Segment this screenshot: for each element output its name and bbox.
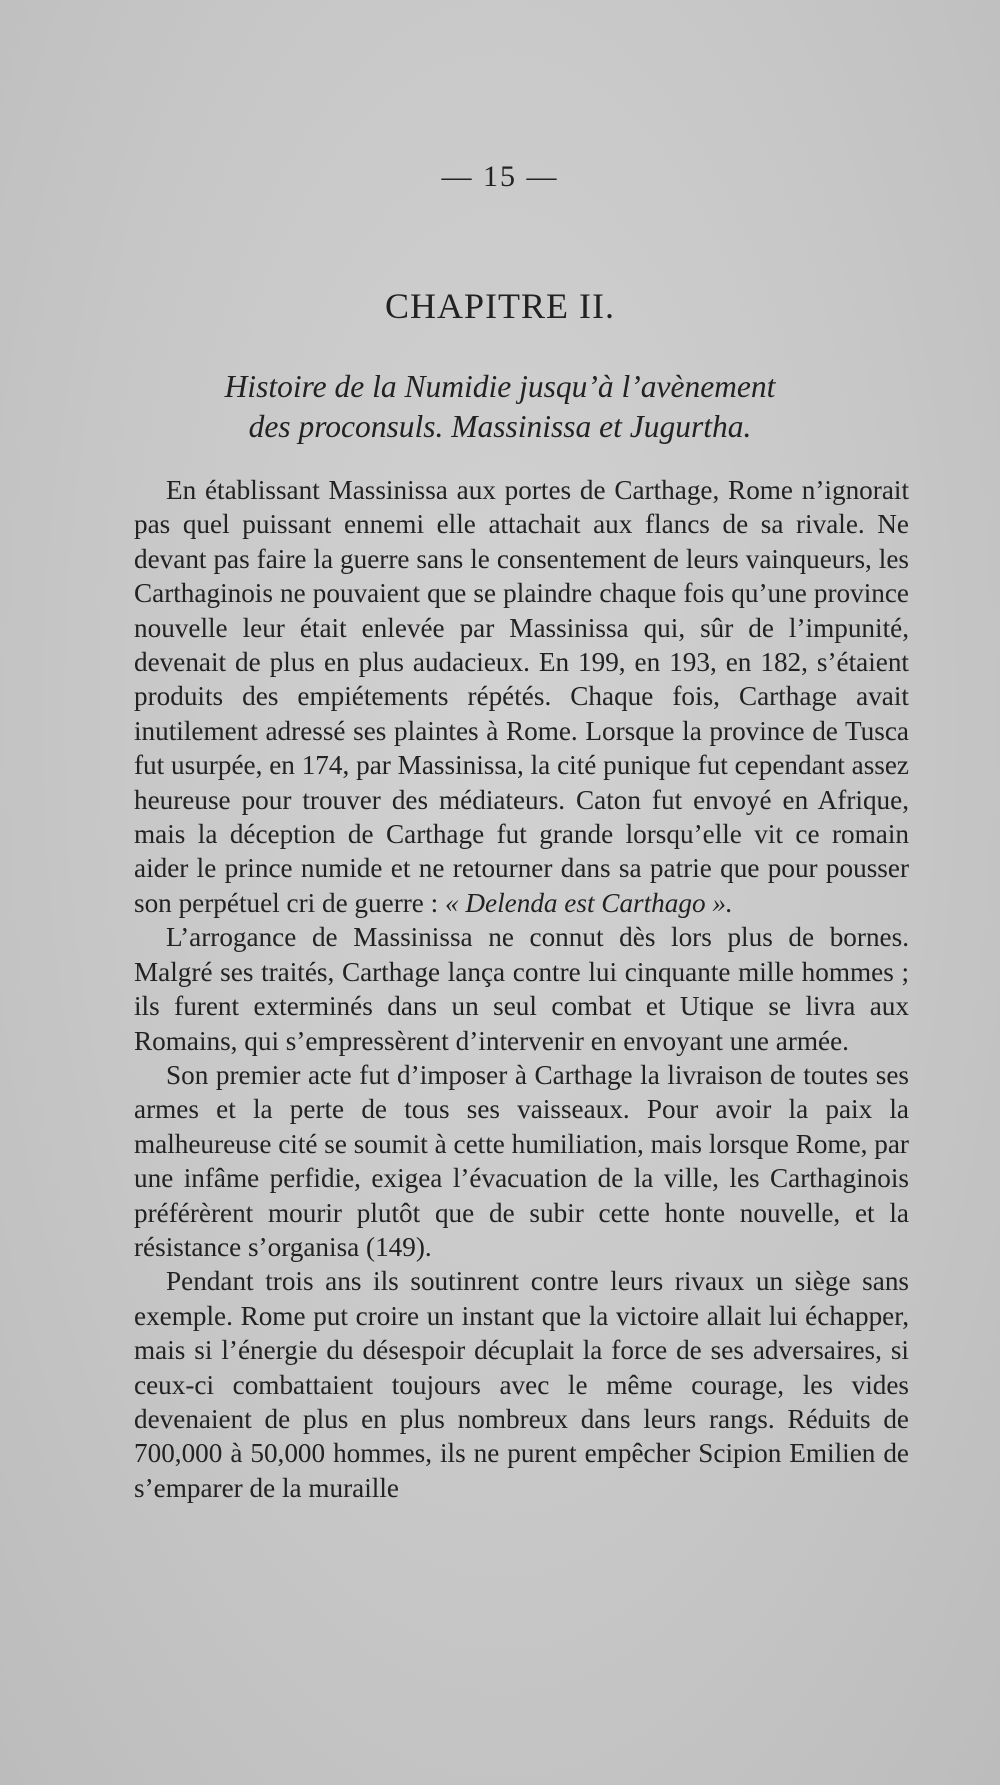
paragraph-1 [134,473,909,920]
chapter-title: CHAPITRE II. [385,286,615,326]
paragraph-4: Pendant trois ans ils soutinrent contre leurs rivaux un siège sans exemple. Rome put croire un instant que la victoire allait lui échapper, mais si l’énergie du désespoir décuplait la force de ses adversaires, si ceux-ci combattaient toujours avec le même courage, les vides devenaient de plus en plus nombreux dans leurs rangs. Réduits de 700,000 à 50,000 hommes, ils ne purent empêcher Scipion Emilien de s’emparer de la muraille [134,1266,909,1503]
paragraph-3: Son premier acte fut d’imposer à Carthage la livraison de toutes ses armes et la perte de tous ses vaisseaux. Pour avoir la paix la malheureuse cité se soumit à cette humiliation, mais lorsque Rome, par une infâme perfidie, exigea l’évacuation de la ville, les Carthaginois préférèrent mourir plutôt que de subir cette honte nouvelle, et la résistance s’organisa (149). [134,1059,909,1262]
page-number: — 15 — [441,160,559,193]
paragraph-1-quote: « Delenda est Carthago ». [445,887,733,918]
paragraph-1-text: En établissant Massinissa aux portes de Carthage, Rome n’ignorait pas quel puissant ennemi elle attachait aux flancs de sa rivale. Ne devant pas faire la guerre sans le consentement de leurs vainqueurs, les Carthaginois ne pouvaient que se plaindre chaque fois qu’une province nouvelle leur était enlevée par Massinissa qui, sûr de l’impunité, devenait de plus en plus audacieux. En 199, en 193, en 182, s’étaient produits des empiétements répétés. Chaque fois, Carthage avait inutilement adressé ses plaintes à Rome. Lorsque la province de Tusca fut usurpée, en 174, par Massinissa, la cité punique fut cependant assez heureuse pour trouver des médiateurs. Caton fut envoyé en Afrique, mais la déception de Carthage fut grande lorsqu’elle vit ce romain aider le prince numide et ne retourner dans sa patrie que pour pousser son perpétuel cri de guerre : [134,475,909,918]
body-text [134,473,909,1505]
chapter-subtitle-line-1: Histoire de la Numidie jusqu’à l’avènement [224,369,776,404]
paragraph-2: L’arrogance de Massinissa ne connut dès lors plus de bornes. Malgré ses traités, Carthage lança contre lui cinquante mille hommes ; ils furent exterminés dans un seul combat et Utique se livra aux Romains, qui s’empressèrent d’intervenir en envoyant une armée. [134,922,909,1056]
chapter-subtitle [0,367,1000,447]
chapter-subtitle-line-2: des proconsuls. Massinissa et Jugurtha. [248,409,752,444]
